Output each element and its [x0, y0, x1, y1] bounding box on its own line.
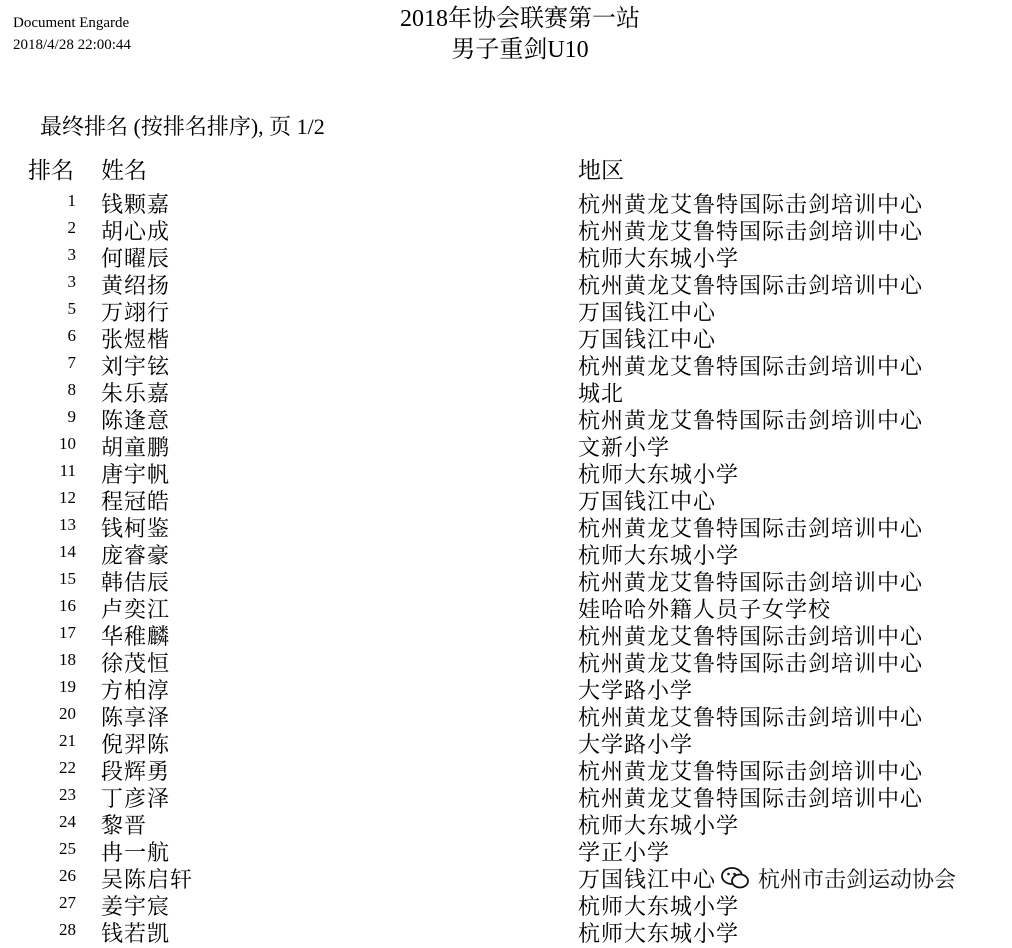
region-cell: 杭师大东城小学: [578, 894, 740, 919]
region-cell: 杭州黄龙艾鲁特国际击剑培训中心: [578, 759, 924, 784]
rank-cell: 27: [59, 893, 76, 912]
name-cell: 吴陈启轩: [101, 867, 194, 892]
region-cell: 杭州黄龙艾鲁特国际击剑培训中心: [578, 219, 924, 244]
region-cell: 城北: [578, 381, 625, 406]
rank-cell: 2: [67, 218, 76, 237]
report-datetime: 2018/4/28 22:00:44: [13, 37, 131, 53]
rank-cell: 24: [59, 812, 76, 831]
name-cell: 何曜辰: [101, 246, 171, 271]
table-row: [0, 377, 1012, 404]
region-cell: 杭师大东城小学: [578, 543, 740, 568]
table-row: [0, 215, 1012, 242]
column-header-name: 姓名: [101, 158, 147, 183]
name-cell: 钱颗嘉: [101, 192, 171, 217]
rank-cell: 17: [59, 623, 76, 642]
table-row: [0, 566, 1012, 593]
name-cell: 倪羿陈: [101, 732, 171, 757]
rank-cell: 10: [59, 434, 76, 453]
region-cell: 杭州黄龙艾鲁特国际击剑培训中心: [578, 624, 924, 649]
name-cell: 冉一航: [101, 840, 171, 865]
table-row: [0, 755, 1012, 782]
region-cell: 文新小学: [578, 435, 671, 460]
name-cell: 胡童鹏: [101, 435, 171, 460]
wechat-icon: [720, 866, 750, 890]
section-title: 最终排名 (按排名排序), 页 1/2: [40, 114, 325, 139]
table-row: [0, 701, 1012, 728]
region-cell: 杭州黄龙艾鲁特国际击剑培训中心: [578, 570, 924, 595]
region-cell: 杭州黄龙艾鲁特国际击剑培训中心: [578, 705, 924, 730]
region-cell: 大学路小学: [578, 678, 694, 703]
name-cell: 张煜楷: [101, 327, 171, 352]
region-cell: 杭州黄龙艾鲁特国际击剑培训中心: [578, 408, 924, 433]
rank-cell: 1: [67, 191, 76, 210]
table-row: [0, 188, 1012, 215]
region-cell: 杭州黄龙艾鲁特国际击剑培训中心: [578, 516, 924, 541]
watermark: [720, 861, 956, 895]
rank-cell: 6: [67, 326, 76, 345]
name-cell: 卢奕江: [101, 597, 171, 622]
table-row: [0, 485, 1012, 512]
region-cell: 杭州黄龙艾鲁特国际击剑培训中心: [578, 192, 924, 217]
name-cell: 刘宇铉: [101, 354, 171, 379]
rank-cell: 9: [67, 407, 76, 426]
region-cell: 万国钱江中心: [578, 867, 717, 892]
name-cell: 程冠皓: [101, 489, 171, 514]
name-cell: 徐茂恒: [101, 651, 171, 676]
table-row: [0, 539, 1012, 566]
table-row: [0, 620, 1012, 647]
table-row: [0, 458, 1012, 485]
table-row: [0, 512, 1012, 539]
table-row: [0, 593, 1012, 620]
region-cell: 杭师大东城小学: [578, 462, 740, 487]
name-cell: 陈享泽: [101, 705, 171, 730]
name-cell: 朱乐嘉: [101, 381, 171, 406]
rank-cell: 14: [59, 542, 76, 561]
table-row: [0, 323, 1012, 350]
software-name: Document Engarde: [13, 15, 130, 31]
rank-cell: 26: [59, 866, 76, 885]
name-cell: 黎晋: [101, 813, 148, 838]
name-cell: 丁彦泽: [101, 786, 171, 811]
region-cell: 杭州黄龙艾鲁特国际击剑培训中心: [578, 786, 924, 811]
table-row: [0, 809, 1012, 836]
table-row: [0, 674, 1012, 701]
rank-cell: 18: [59, 650, 76, 669]
rank-cell: 20: [59, 704, 76, 723]
name-cell: 韩佶辰: [101, 570, 171, 595]
rank-cell: 15: [59, 569, 76, 588]
rank-cell: 3: [67, 272, 76, 291]
region-cell: 杭师大东城小学: [578, 813, 740, 838]
name-cell: 庞睿豪: [101, 543, 171, 568]
event-subtitle: 男子重剑U10: [451, 37, 589, 63]
name-cell: 方柏淳: [101, 678, 171, 703]
rank-cell: 25: [59, 839, 76, 858]
rank-cell: 12: [59, 488, 76, 507]
region-cell: 万国钱江中心: [578, 489, 717, 514]
table-row: [0, 296, 1012, 323]
rank-cell: 21: [59, 731, 76, 750]
name-cell: 万翊行: [101, 300, 171, 325]
table-row: [0, 269, 1012, 296]
name-cell: 黄绍扬: [101, 273, 171, 298]
rank-cell: 5: [67, 299, 76, 318]
name-cell: 陈逢意: [101, 408, 171, 433]
rank-cell: 3: [67, 245, 76, 264]
rank-cell: 16: [59, 596, 76, 615]
region-cell: 大学路小学: [578, 732, 694, 757]
rank-cell: 23: [59, 785, 76, 804]
rank-cell: 22: [59, 758, 76, 777]
rank-cell: 13: [59, 515, 76, 534]
rank-cell: 8: [67, 380, 76, 399]
name-cell: 唐宇帆: [101, 462, 171, 487]
table-row: [0, 917, 1012, 944]
event-title: 2018年协会联赛第一站: [400, 6, 640, 32]
table-row: [0, 728, 1012, 755]
name-cell: 胡心成: [101, 219, 171, 244]
column-header-rank: 排名: [28, 158, 74, 183]
name-cell: 段辉勇: [101, 759, 171, 784]
name-cell: 华稚麟: [101, 624, 171, 649]
region-cell: 杭州黄龙艾鲁特国际击剑培训中心: [578, 273, 924, 298]
document-header: [0, 4, 1012, 66]
region-cell: 杭师大东城小学: [578, 921, 740, 946]
table-row: [0, 431, 1012, 458]
table-row: [0, 836, 1012, 863]
rank-cell: 7: [67, 353, 76, 372]
table-row: [0, 242, 1012, 269]
name-cell: 钱若凯: [101, 921, 171, 946]
watermark-text: 杭州市击剑运动协会: [758, 867, 957, 893]
column-header-region: 地区: [578, 158, 624, 183]
region-cell: 万国钱江中心: [578, 327, 717, 352]
region-cell: 娃哈哈外籍人员子女学校: [578, 597, 832, 622]
rank-cell: 28: [59, 920, 76, 939]
table-row: [0, 647, 1012, 674]
region-cell: 杭师大东城小学: [578, 246, 740, 271]
table-row: [0, 350, 1012, 377]
name-cell: 姜宇宸: [101, 894, 171, 919]
table-row: [0, 404, 1012, 431]
rank-cell: 11: [59, 461, 76, 480]
region-cell: 杭州黄龙艾鲁特国际击剑培训中心: [578, 354, 924, 379]
rank-cell: 19: [59, 677, 76, 696]
region-cell: 万国钱江中心: [578, 300, 717, 325]
region-cell: 杭州黄龙艾鲁特国际击剑培训中心: [578, 651, 924, 676]
table-row: [0, 782, 1012, 809]
region-cell: 学正小学: [578, 840, 671, 865]
name-cell: 钱柯鉴: [101, 516, 171, 541]
